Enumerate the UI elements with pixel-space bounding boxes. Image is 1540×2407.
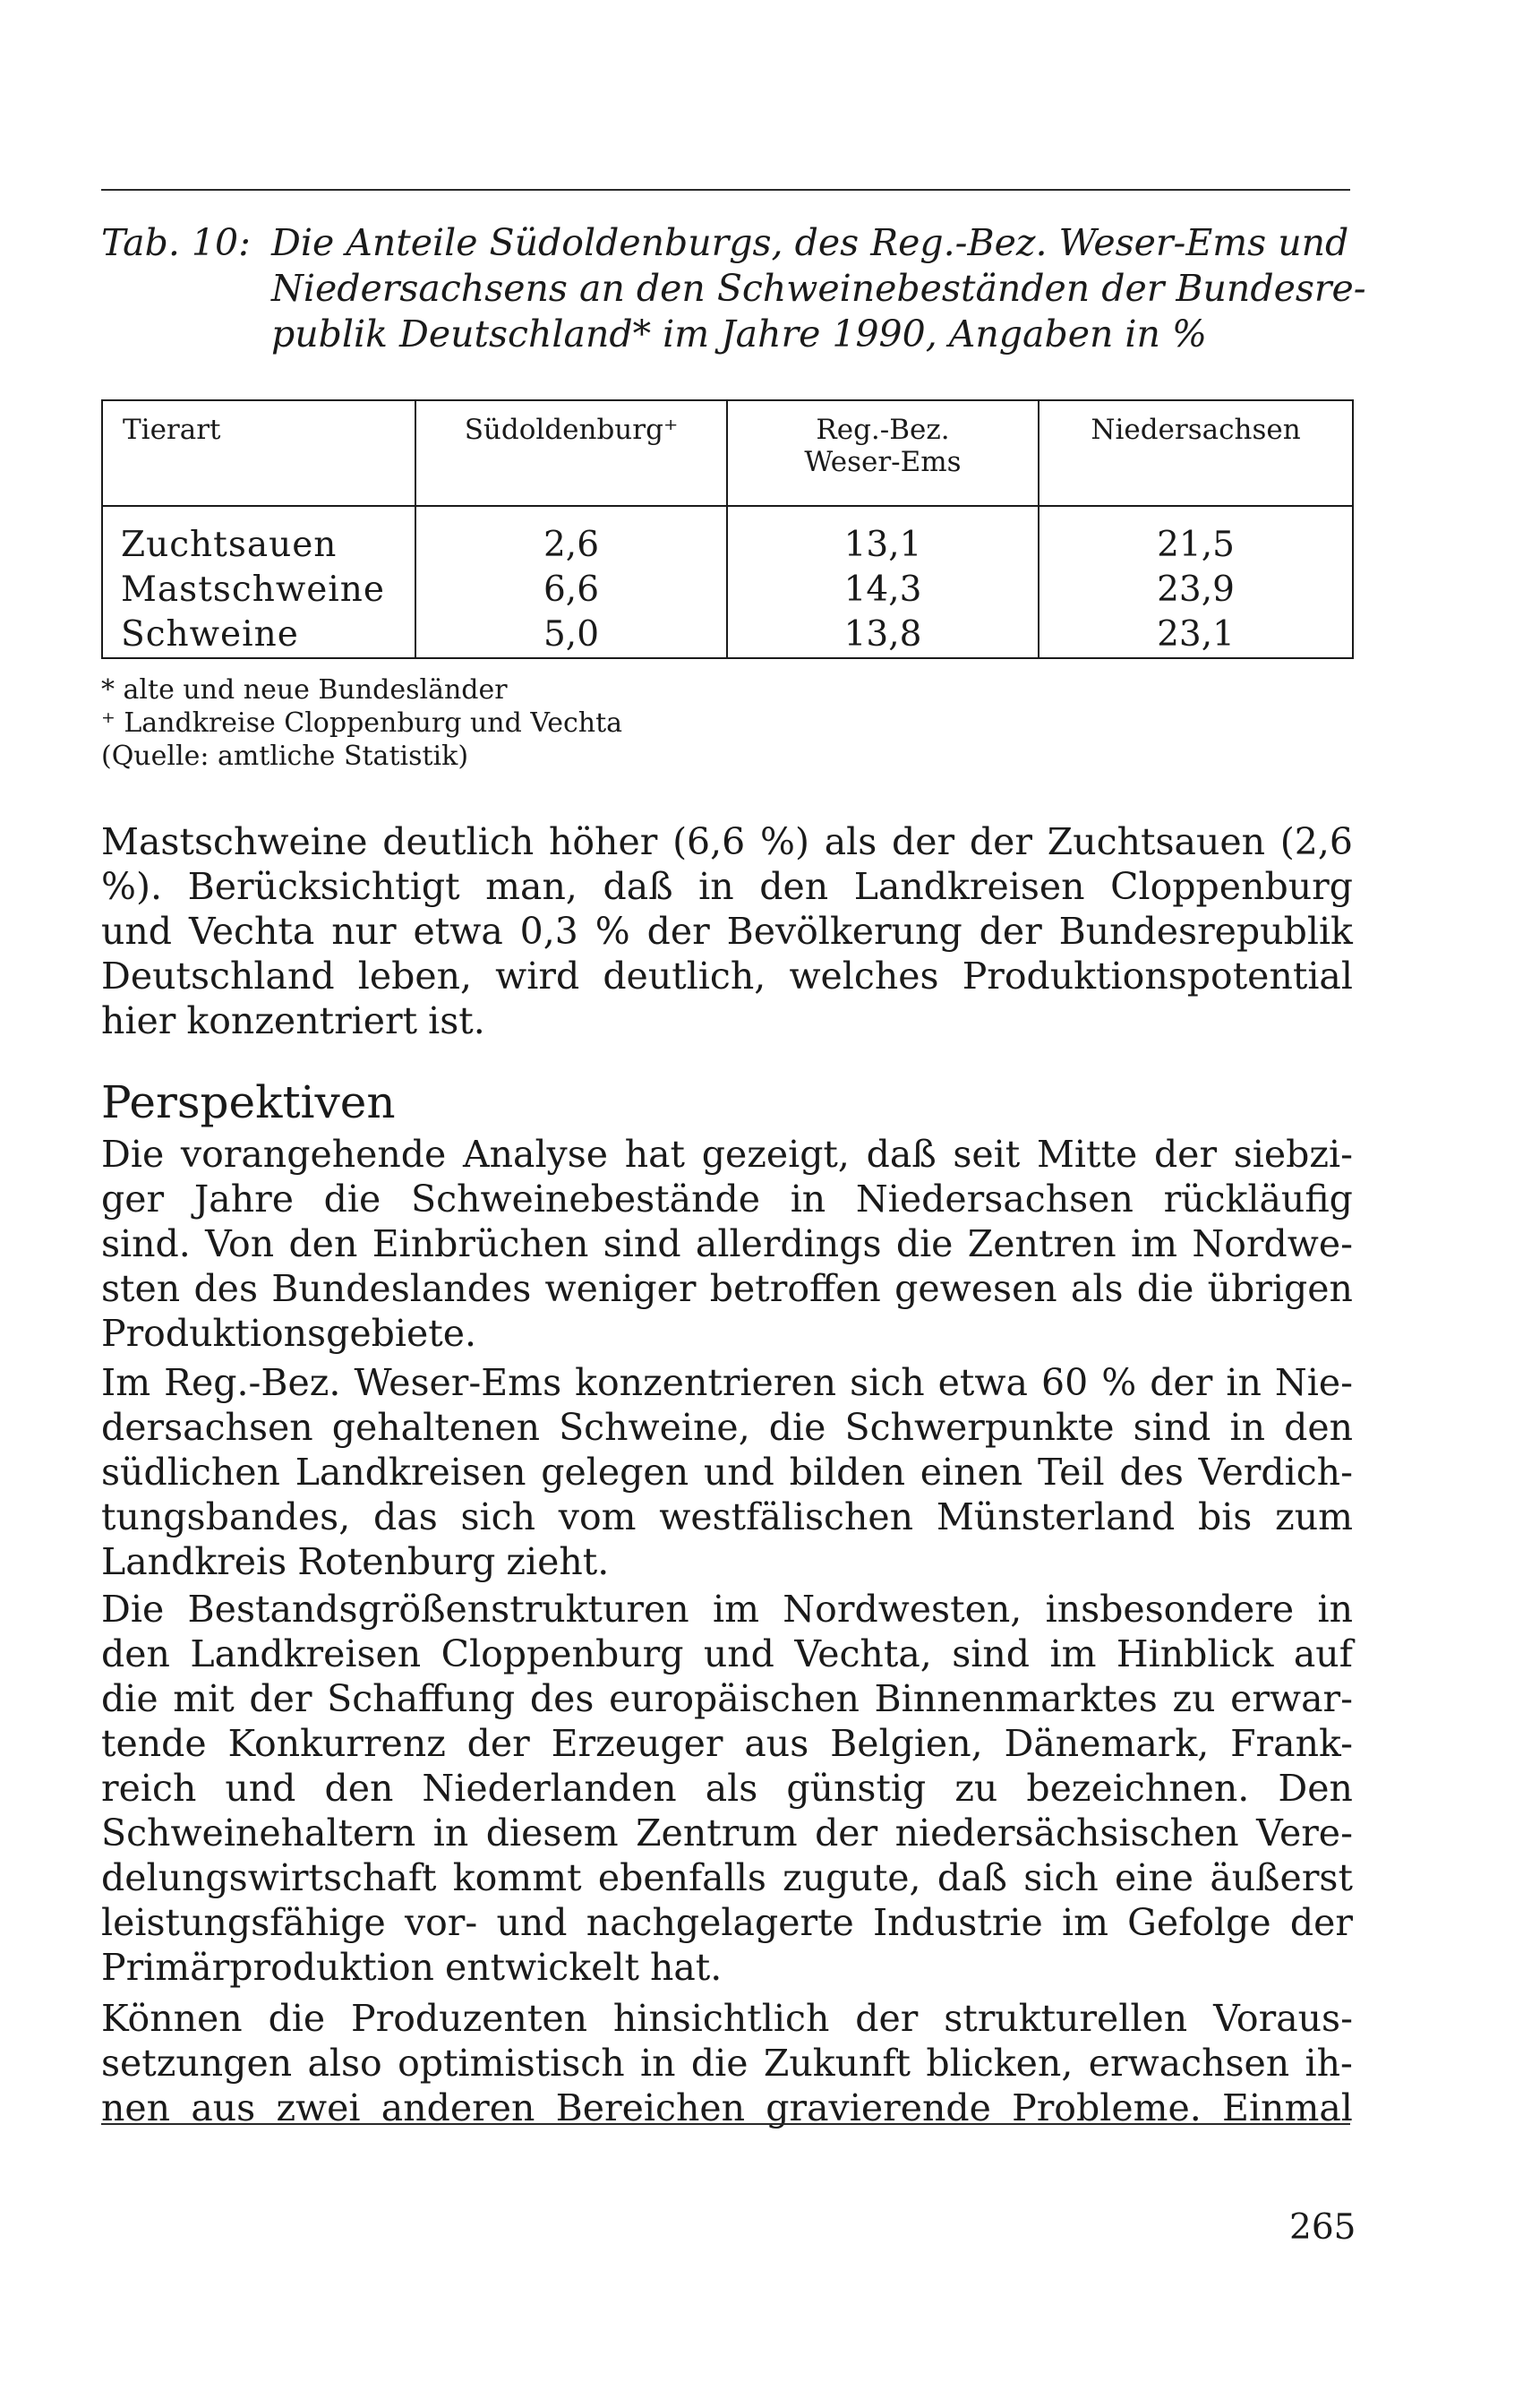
text-line: sind. Von den Einbrüchen sind allerdings die Zentren im Nordwe- [101,1222,1353,1265]
paragraph-3 [101,1360,1353,1584]
paragraph-5 [101,1996,1353,2130]
caption-prefix: Tab. 10: [101,221,251,264]
page-number: 265 [1289,2207,1356,2248]
text-line: Schweinehaltern in diesem Zentrum der niedersächsischen Vere- [101,1812,1353,1855]
text-line: Im Reg.-Bez. Weser-Ems konzentrieren sich etwa 60 % der in Nie- [101,1361,1353,1404]
table-cell: 5,0 [415,612,727,658]
table-caption [101,220,1366,357]
footnote: * alte und neue Bundesländer [101,674,508,706]
table-footnotes [101,673,622,773]
text-line: die mit der Schaffung des europäischen Binnenmarktes zu erwar- [101,1677,1353,1720]
text-line: südlichen Landkreisen gelegen und bilden einen Teil des Verdich- [101,1451,1353,1494]
section-heading: Perspektiven [101,1076,396,1128]
text-line: %). Berücksichtigt man, daß in den Landkreisen Cloppenburg [101,865,1353,908]
text-line: Mastschweine deutlich höher (6,6 %) als der der Zuchtsauen (2,6 [101,820,1353,863]
text-line: dersachsen gehaltenen Schweine, die Schwerpunkte sind in den [101,1406,1353,1449]
footnote: (Quelle: amtliche Statistik) [101,741,469,772]
text-line: Können die Produzenten hinsichtlich der strukturellen Voraus- [101,1997,1353,2040]
table-header-row [102,400,1353,506]
header-weser-ems: Reg.-Bez. Weser-Ems [727,400,1039,506]
table-cell: 13,1 [727,506,1039,568]
caption-line [101,220,1355,266]
text-line: setzungen also optimistisch in die Zukunft blicken, erwachsen ih- [101,2042,1353,2085]
table-cell: Mastschweine [102,568,415,612]
text-line: tende Konkurrenz der Erzeuger aus Belgien, Dänemark, Frank- [101,1722,1353,1765]
text-line: den Landkreisen Cloppenburg und Vechta, sind im Hinblick auf [101,1632,1353,1675]
text-line: tungsbandes, das sich vom westfälischen Münsterland bis zum [101,1495,1353,1538]
text-line: sten des Bundeslandes weniger betroffen gewesen als die übrigen [101,1267,1353,1310]
caption-line: Niedersachsens an den Schweinebeständen der Bundesre- [271,267,1366,310]
table-row [102,568,1353,612]
text-line: und Vechta nur etwa 0,3 % der Bevölkerung der Bundesrepublik [101,910,1353,953]
table-cell: 14,3 [727,568,1039,612]
table-cell: 21,5 [1039,506,1353,568]
table-cell: 6,6 [415,568,727,612]
text-line: Primärproduktion entwickelt hat. [101,1946,723,1989]
text-line: Landkreis Rotenburg zieht. [101,1540,610,1583]
table-cell: Schweine [102,612,415,658]
top-rule [101,189,1350,191]
table-row [102,612,1353,658]
paragraph-4 [101,1587,1353,1990]
table-cell: Zuchtsauen [102,506,415,568]
paragraph-1 [101,819,1353,1043]
footnote: ⁺ Landkreise Cloppenburg und Vechta [101,707,623,739]
text-line: reich und den Niederlanden als günstig zu bezeichnen. Den [101,1767,1353,1810]
caption-line: publik Deutschland* im Jahre 1990, Angaben in % [271,313,1207,355]
text-line: Deutschland leben, wird deutlich, welches Produktionspotential [101,955,1353,998]
table-row [102,506,1353,568]
table-cell: 23,1 [1039,612,1353,658]
bottom-rule [101,2123,1350,2125]
text-line: hier konzentriert ist. [101,999,485,1042]
text-line: ger Jahre die Schweinebestände in Niedersachsen rückläufig [101,1178,1353,1221]
header-niedersachsen: Niedersachsen [1039,400,1353,506]
text-line: leistungsfähige vor- und nachgelagerte Industrie im Gefolge der [101,1901,1353,1944]
table-cell: 2,6 [415,506,727,568]
header-tierart: Tierart [102,400,415,506]
table-cell: 23,9 [1039,568,1353,612]
text-line: nen aus zwei anderen Bereichen gravierende Probleme. Einmal [101,2086,1353,2129]
table-cell: 13,8 [727,612,1039,658]
text-line: delungswirtschaft kommt ebenfalls zugute, daß sich eine äußerst [101,1856,1353,1899]
data-table [101,399,1354,659]
header-suedoldenburg: Südoldenburg⁺ [415,400,727,506]
paragraph-2 [101,1132,1353,1356]
caption-text: Die Anteile Südoldenburgs, des Reg.-Bez. Weser-Ems und [271,221,1349,264]
text-line: Die Bestandsgrößenstrukturen im Nordwesten, insbesondere in [101,1588,1353,1631]
text-line: Die vorangehende Analyse hat gezeigt, daß seit Mitte der siebzi- [101,1133,1353,1176]
text-line: Produktionsgebiete. [101,1312,476,1355]
